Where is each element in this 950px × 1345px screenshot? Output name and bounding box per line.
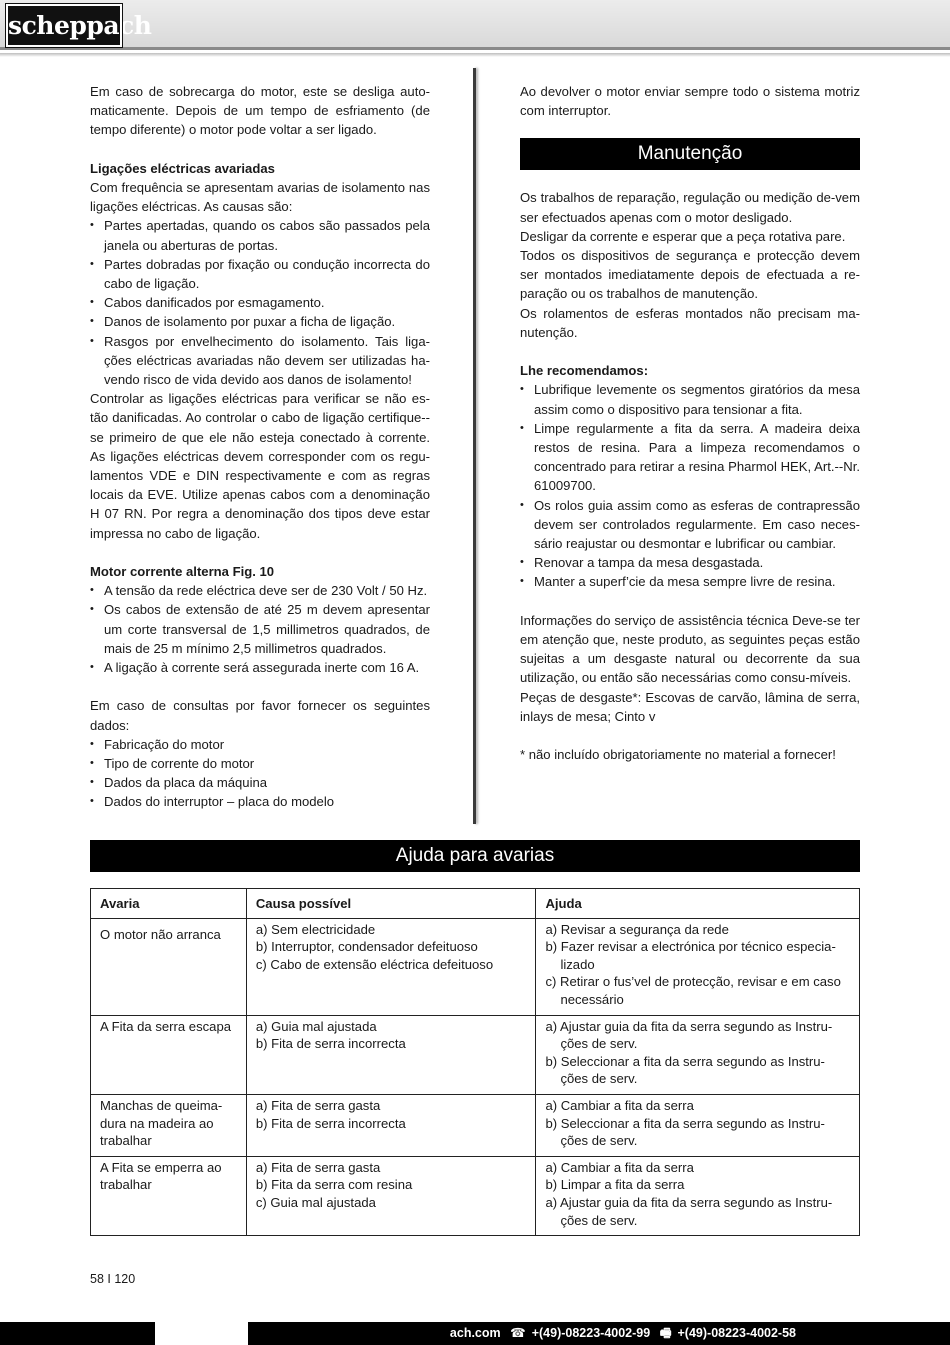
cause-item: b) Interruptor, condensador defeituoso [255, 939, 478, 955]
table-row [91, 1094, 860, 1156]
right-column [520, 82, 860, 764]
column-header: Causa possível [246, 889, 536, 919]
fault-cell: A Fita se emperra ao trabalhar [91, 1156, 247, 1235]
cause-item: c) Cabo de extensão eléctrica defeituoso [255, 956, 494, 972]
cause-item: b) Fita de serra incorrecta [255, 1036, 406, 1052]
help-item: b) Seleccionar a fita da serra segundo as Instru-ções de serv. [545, 1115, 825, 1149]
help-cell [536, 918, 860, 1015]
list-item: • Os cabos de extensão de até 25 m devem apresentar um corte transversal de 1,5 millimetros quadrados, de mais de 25 m mínimo 2,5 millimetros quadrados. [90, 600, 430, 658]
cause-item: a) Fita de serra gasta [255, 1159, 381, 1175]
table-header-row [91, 889, 860, 919]
list-item: • Dados da placa da máquina [90, 773, 430, 792]
list-item: • Tipo de corrente do motor [90, 754, 430, 773]
consult-paragraph: Em caso de consultas por favor fornecer os seguintes dados: [90, 698, 430, 733]
cause-cell [246, 1156, 536, 1235]
motor-list [90, 581, 430, 677]
help-item: a) Cambiar a fita da serra [545, 1159, 694, 1175]
fax-icon: 🖷 [659, 1326, 672, 1340]
maintenance-paragraph: Os trabalhos de reparação, regulação ou medição de-vem ser efectuados apenas com o motor desligado. [520, 190, 860, 225]
list-item: • A tensão da rede eléctrica deve ser de 230 Volt / 50 Hz. [90, 581, 430, 600]
cause-item: a) Sem electricidade [255, 921, 376, 937]
help-cell [536, 1156, 860, 1235]
brand-logo: scheppach [6, 4, 122, 47]
cause-item: a) Fita de serra gasta [255, 1097, 381, 1113]
maintenance-paragraph: Desligar da corrente e esperar que a peça rotativa pare. [520, 228, 846, 244]
list-item: • Dados do interruptor – placa do modelo [90, 792, 430, 811]
list-item: • Fabricação do motor [90, 735, 430, 754]
help-item: a) Revisar a segurança da rede [545, 921, 729, 937]
footnote: * não incluído obrigatoriamente no material a fornecer! [520, 747, 836, 763]
overload-paragraph: Em caso de sobrecarga do motor, este se desliga auto-maticamente. Depois de um tempo de esfriamento (de tempo diferente) o motor pode voltar a ser ligado. [90, 84, 430, 138]
footer-fax: +(49)-08223-4002-58 [677, 1326, 796, 1340]
table-row [91, 1156, 860, 1235]
footer-website[interactable]: ach.com [449, 1326, 501, 1340]
help-item: a) Ajustar guia da fita da serra segundo as Instru-ções de serv. [545, 1194, 833, 1228]
maintenance-title: Manutenção [520, 138, 860, 170]
telephone-icon: ☎ [510, 1326, 526, 1340]
help-item: c) Retirar o fus’vel de protecção, revisar e em caso necessário [545, 974, 841, 1007]
list-item: • Danos de isolamento por puxar a ficha de ligação. [90, 312, 430, 331]
cause-cell [246, 1094, 536, 1156]
list-item: • Limpe regularmente a fita da serra. A madeira deixa restos de resina. Para a limpeza recomendamos o concentrado para retirar a resina Pharmol HEK, Art.--Nr. 61009700. [520, 419, 860, 496]
footer-contact [444, 1322, 796, 1345]
list-item: • A ligação à corrente será assegurada inerte com 16 A. [90, 658, 430, 677]
left-column [90, 82, 430, 812]
recommend-heading: Lhe recomendamos: [520, 363, 649, 379]
footer-phone: +(49)-08223-4002-99 [531, 1326, 651, 1340]
damaged-causes-list [90, 216, 430, 389]
damaged-connections-intro: Com frequência se apresentam avarias de isolamento nas ligações eléctricas. As causas são: [90, 180, 430, 215]
consult-list [90, 735, 430, 812]
fault-cell: A Fita da serra escapa [91, 1015, 247, 1094]
cause-item: a) Guia mal ajustada [255, 1018, 377, 1034]
list-item: • Os rolos guia assim como as esferas de contrapressão devem ser controlados regularmente. Em caso neces-sário reajustar ou desmontar e lubrificar ou cambiar. [520, 496, 860, 554]
column-header: Avaria [91, 889, 247, 919]
cause-item: b) Fita da serra com resina [255, 1177, 413, 1193]
return-paragraph: Ao devolver o motor enviar sempre todo o sistema motriz com interruptor. [520, 84, 860, 119]
help-item: b) Fazer revisar a electrónica por técnico especia-lizado [545, 939, 836, 972]
list-item: • Lubrifique levemente os segmentos giratórios da mesa assim como o dispositivo para tensionar a fita. [520, 380, 860, 418]
motor-heading: Motor corrente alterna Fig. 10 [90, 564, 275, 580]
list-item: • Rasgos por envelhecimento do isolamento. Tais liga-ções eléctricas avariadas não devem ser utilizadas ha-vendo risco de vida devido aos danos de isolamento! [90, 332, 430, 390]
header-shadow [0, 53, 950, 57]
column-header: Ajuda [536, 889, 860, 919]
list-item: • Partes apertadas, quando os cabos são passados pela janela ou aberturas de portas. [90, 216, 430, 254]
column-divider [473, 68, 476, 824]
list-item: • Manter a superf’cie da mesa sempre livre de resina. [520, 572, 860, 591]
fault-cell: O motor não arranca [91, 918, 247, 1015]
control-paragraph: Controlar as ligações eléctricas para verificar se não es-tão danificadas. Ao controlar o cabo de ligação certifique--se primeiro de que ele não esteja conectado à corrente. As ligações eléctricas devem corresponder com os regu-lamentos VDE e DIN respectivamente e com as regras locais da EVE. Utilize apenas cabos com a denominação H 07 RN. Por regra a denominação dos tipos deve estar impressa no cabo de ligação. [90, 391, 430, 541]
footer-white-box [155, 1322, 248, 1345]
list-item: • Cabos danificados por esmagamento. [90, 293, 430, 312]
help-item: a) Cambiar a fita da serra [545, 1097, 694, 1113]
cause-item: b) Fita de serra incorrecta [255, 1115, 406, 1131]
cause-cell [246, 1015, 536, 1094]
recommend-list [520, 380, 860, 591]
help-cell [536, 1094, 860, 1156]
cause-cell [246, 918, 536, 1015]
cause-item: c) Guia mal ajustada [255, 1194, 376, 1210]
service-paragraph: Informações do serviço de assistência técnica Deve-se ter em atenção que, neste produto, as seguintes peças estão sujeitas a um desgaste natural ou decorrente da sua utilização, ou então são necessárias como consu-míveis. [520, 612, 860, 686]
damaged-connections-heading: Ligações eléctricas avariadas [90, 160, 275, 176]
help-item: b) Limpar a fita da serra [545, 1177, 685, 1193]
maintenance-paragraph: Todos os dispositivos de segurança e protecção devem ser montados imediatamente depois de efectuada a re-paração ou os trabalhos de manutenção. [520, 248, 860, 302]
list-item: • Renovar a tampa da mesa desgastada. [520, 553, 860, 572]
help-cell [536, 1015, 860, 1094]
table-row [91, 1015, 860, 1094]
list-item: • Partes dobradas por fixação ou condução incorrecta do cabo de ligação. [90, 255, 430, 293]
wear-parts-paragraph: Peças de desgaste*: Escovas de carvão, lâmina de serra, inlays de mesa; Cinto v [520, 689, 860, 724]
fault-cell: Manchas de queima-dura na madeira ao trabalhar [91, 1094, 247, 1156]
page-number: 58 I 120 [90, 1272, 136, 1286]
troubleshooting-title: Ajuda para avarias [90, 840, 860, 872]
troubleshooting-table [90, 888, 860, 1236]
table-row [91, 918, 860, 1015]
maintenance-paragraph: Os rolamentos de esferas montados não precisam ma-nutenção. [520, 305, 860, 340]
help-item: a) Ajustar guia da fita da serra segundo as Instru-ções de serv. [545, 1018, 833, 1052]
help-item: b) Seleccionar a fita da serra segundo as Instru-ções de serv. [545, 1053, 825, 1087]
